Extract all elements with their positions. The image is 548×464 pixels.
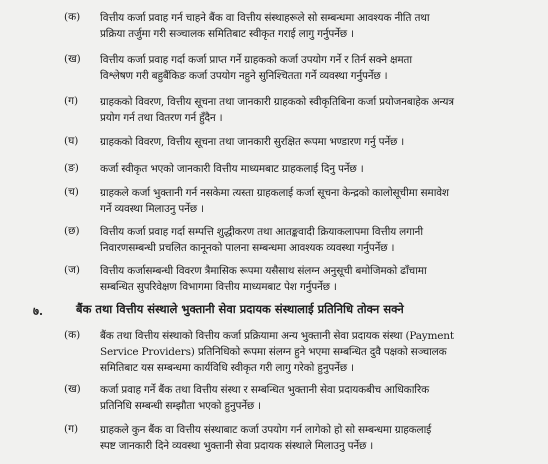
item-marker: (ग) [64, 423, 79, 435]
item-marker: (घ) [64, 135, 79, 147]
item-marker: (ज) [64, 264, 80, 276]
item-marker: (ख) [64, 383, 81, 395]
item-marker: (छ) [64, 225, 80, 237]
item-text [100, 185, 528, 217]
item-marker: (ग) [64, 95, 79, 107]
item-marker: (क) [64, 11, 81, 23]
item-line: कर्जा स्वीकृत भएको जानकारी वित्तीय माध्यमबाट ग्राहकलाई दिनु पर्नेछ । [100, 163, 364, 175]
item-line: वित्तीय कर्जासम्बन्धी विवरण त्रैमासिक रूपमा यसैसाथ संलग्न अनुसूची बमोजिमको ढाँचामा [100, 265, 427, 277]
item-line: वित्तीय कर्जा प्रवाह गर्दा कर्जा प्राप्त गर्ने ग्राहकको कर्जा उपयोग गर्ने र तिर्न सक्ने क्षमता [100, 54, 412, 66]
item-text [100, 263, 528, 295]
item-marker: (च) [64, 186, 79, 198]
section-heading: बैंक तथा वित्तीय संस्थाले भुक्तानी सेवा प्रदायक संस्थालाई प्रतिनिधि तोक्न सक्ने [76, 302, 404, 316]
item-line: गर्ने व्यवस्था मिलाउनु पर्नेछ । [100, 203, 204, 215]
item-line: ग्राहकको विवरण, वित्तीय सूचना तथा जानकारी सुरक्षित रूपमा भण्डारण गर्नु पर्नेछ । [100, 136, 405, 148]
item-text [100, 224, 528, 256]
item-line: ग्राहकले कर्जा भुक्तानी गर्न नसकेमा त्यस्ता ग्राहकलाई कर्जा सूचना केन्द्रको कालोसूचीमा समावेश [100, 187, 449, 199]
item-line: समितिबाट यस सम्बन्धमा कार्यविधि स्वीकृत गरी लागु गरेको हुनुपर्नेछ । [100, 362, 354, 374]
item-line: निवारणसम्बन्धी प्रचलित कानूनको पालना सम्बन्धमा आवश्यक व्यवस्था गर्नुपर्नेछ । [100, 242, 395, 254]
item-text [100, 134, 528, 150]
item-line: प्रक्रिया तर्जुमा गरी सञ्चालक समितिबाट स्वीकृत गराई लागु गर्नुपर्नेछ । [100, 28, 354, 40]
item-text [100, 328, 528, 376]
item-text [100, 10, 528, 42]
item-line: वित्तीय कर्जा प्रवाह गर्दा सम्पत्ति शुद्धीकरण तथा आतङ्कवादी क्रियाकलापमा वित्तीय लगानी [100, 226, 423, 238]
item-line: वित्तीय कर्जा प्रवाह गर्न चाहने बैंक वा वित्तीय संस्थाहरूले सो सम्बन्धमा आवश्यक नीति तथा [100, 12, 430, 24]
item-line: प्रतिनिधि सम्बन्धी सम्झौता भएको हुनुपर्नेछ । [100, 400, 261, 412]
item-line: प्रयोग गर्न तथा वितरण गर्न हुँदैन । [100, 112, 223, 124]
section-number: ७. [33, 304, 43, 318]
item-line: विश्लेषण गरी बहुबैंकिङ कर्जा उपयोग नहुने सुनिश्चितता गर्ने व्यवस्था गर्नुपर्नेछ । [100, 70, 388, 82]
item-text [100, 52, 528, 84]
item-line: स्पष्ट जानकारी दिने व्यवस्था भुक्तानी सेवा प्रदायक संस्थाले मिलाउनु पर्नेछ । [100, 440, 374, 452]
item-line: बैंक तथा वित्तीय संस्थाको वित्तीय कर्जा प्रक्रियामा अन्य भुक्तानी सेवा प्रदायक संस्था (Payment [100, 330, 454, 342]
item-line: सम्बन्धित सुपरिवेक्षण विभागमा वित्तीय माध्यमबाट पेश गर्नुपर्नेछ । [100, 281, 337, 293]
item-marker: (ख) [64, 53, 81, 65]
item-text [100, 422, 528, 454]
item-text [100, 94, 528, 126]
item-line: कर्जा प्रवाह गर्ने बैंक तथा वित्तीय संस्था र सम्बन्धित भुक्तानी सेवा प्रदायकबीच आधिकारिक [100, 384, 429, 396]
item-marker: (ङ) [64, 162, 79, 174]
item-marker: (क) [64, 329, 81, 341]
item-text [100, 382, 528, 414]
item-text [100, 161, 528, 177]
item-line: Service Providers) प्रतिनिधिको रूपमा संलग्न हुने भएमा सम्बन्धित दुवै पक्षको सञ्चालक [100, 346, 447, 358]
item-line: ग्राहकले कुन बैंक वा वित्तीय संस्थाबाट कर्जा उपयोग गर्न लागेको हो सो सम्बन्धमा ग्राहकलाई [100, 424, 432, 436]
item-line: ग्राहकको विवरण, वित्तीय सूचना तथा जानकारी ग्राहकको स्वीकृतिबिना कर्जा प्रयोजनबाहेक अन्यत्र [100, 96, 454, 108]
